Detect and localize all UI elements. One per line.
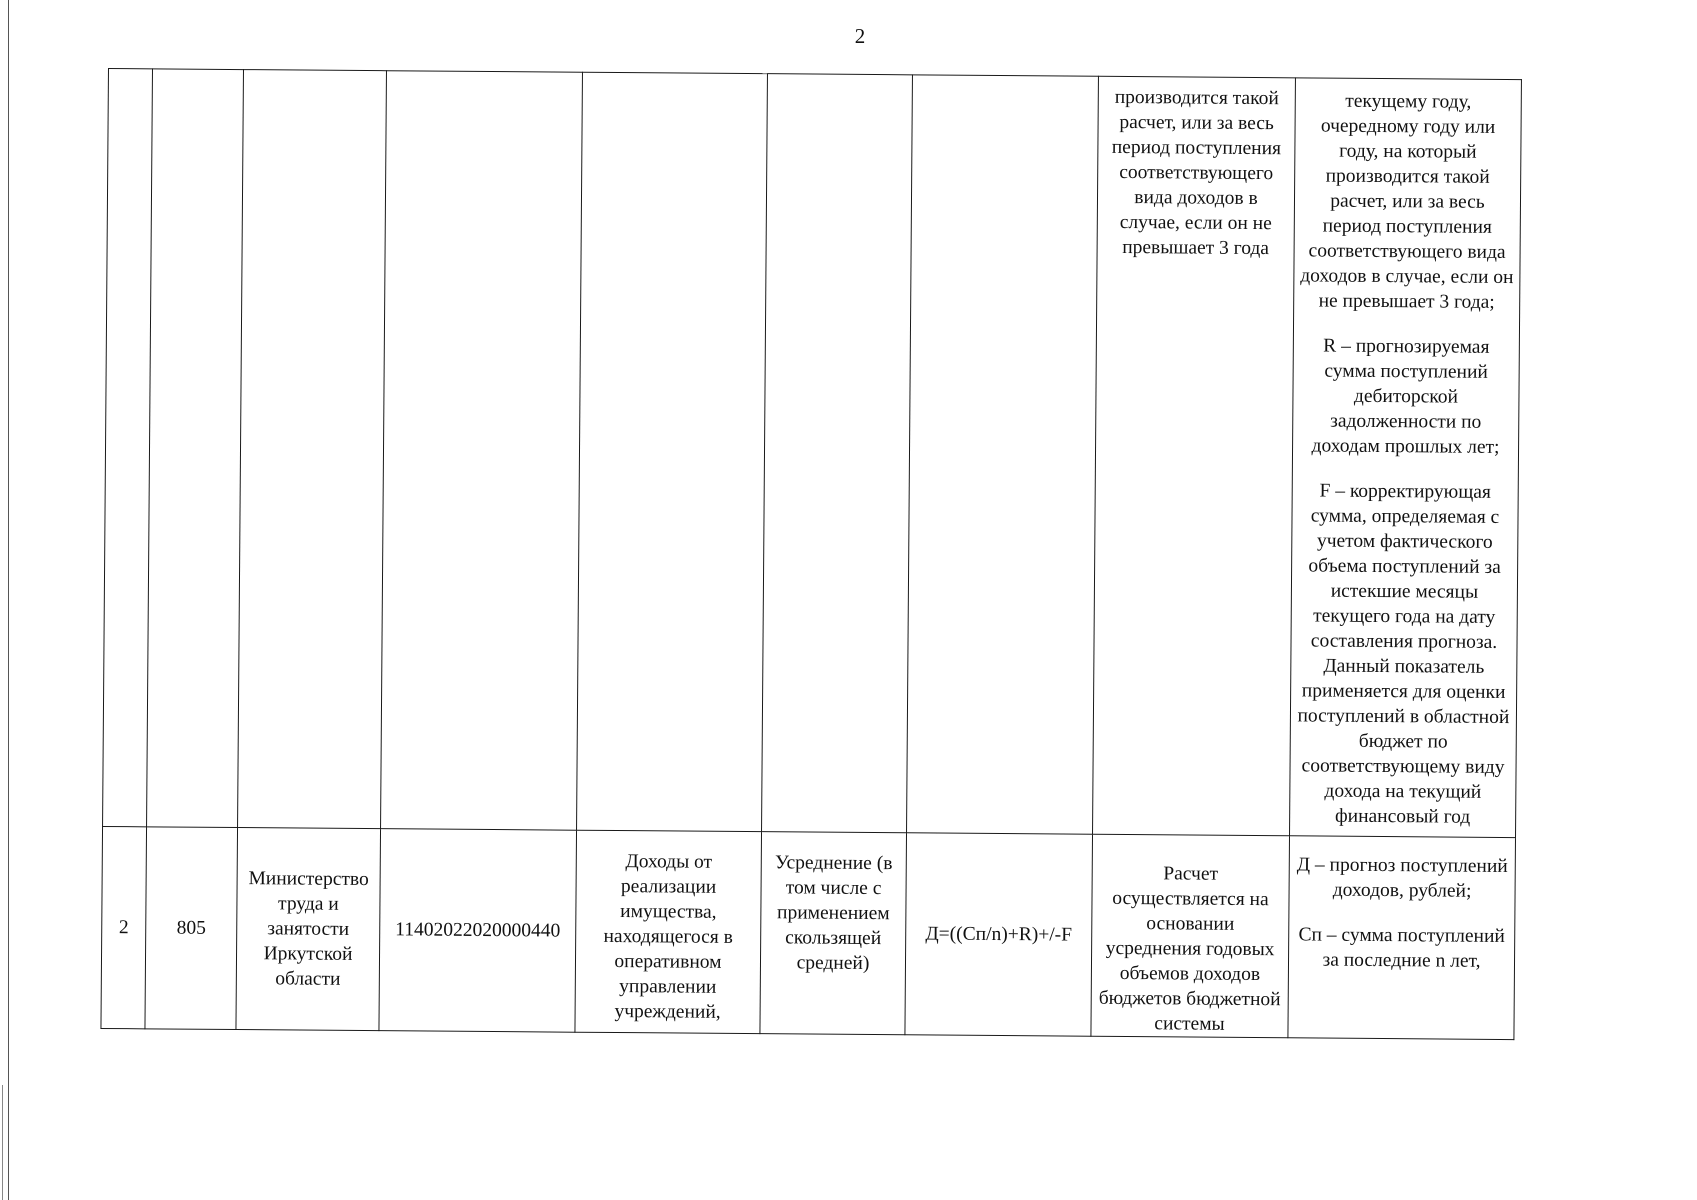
cell-empty [103,69,153,827]
cell-calculation-period: производится такой расчет, или за весь период поступления соответствующего вида доходов в случае, если он не превышает 3 года [1093,76,1296,836]
binding-line [8,0,9,1200]
page-number: 2 [854,24,866,48]
indicator-paragraph: Д – прогноз поступлений доходов, рублей; [1296,854,1508,902]
cell-empty [238,70,387,829]
cell-empty [381,71,583,831]
indicator-paragraph: R – прогнозируемая сумма поступлений дебиторской задолженности по доходам прошлых лет; [1311,335,1500,458]
cell-empty [907,75,1099,834]
cell-kbk: 11402022020000440 [379,829,577,1033]
cell-algorithm: Расчет осуществляется на основании усреднения годовых объемов доходов бюджетов бюджетной системы [1091,834,1290,1038]
binding-line-secondary [2,1085,3,1200]
indicator-paragraph: текущему году, очередному году или году, на который производится такой расчет, или за весь период поступления соответствующего вида доходов в случае, если он не превышает 3 года; [1300,90,1514,313]
cell-empty [762,74,913,833]
revenue-forecast-table [100,68,1522,1040]
cell-income-name: Доходы от реализации имущества, находящегося в оперативном управлении учреждений, [575,830,762,1033]
cell-formula: Д=((Сп/n)+R)+/-F [905,833,1093,1036]
cell-row-number: 2 [101,826,147,1028]
cell-indicators [1288,836,1516,1040]
indicator-paragraph: F – корректирующая сумма, определяемая с учетом фактического объема поступлений за истекшие месяцы текущего года на дату составления прогноза. Данный показатель применяется для оценки поступлений в областной бюджет по соответствующему виду дохода на текущий финансовый год [1297,480,1510,828]
cell-admin-name: Министерство труда и занятости Иркутской области [236,828,381,1031]
cell-empty [147,69,244,828]
cell-empty [577,72,768,831]
table-row [101,826,1516,1039]
indicator-paragraph: Сп – сумма поступлений за последние n лет, [1298,924,1505,972]
cell-admin-code: 805 [145,827,238,1030]
table-row-continuation [103,69,1522,838]
cell-method: Усреднение (в том числе с применением скользящей средней) [760,832,907,1035]
cell-indicators-description [1290,78,1522,838]
